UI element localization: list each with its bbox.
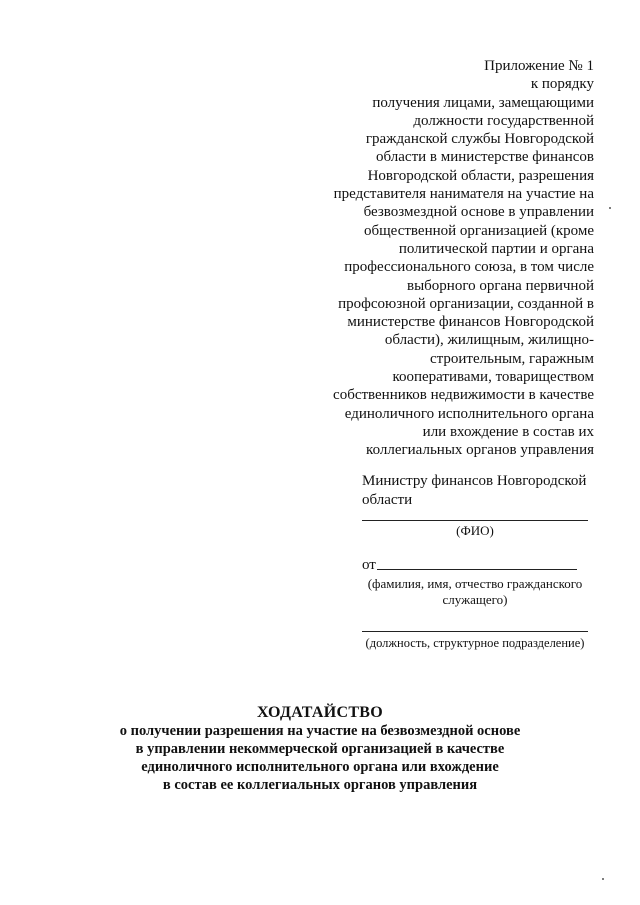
appendix-line: гражданской службы Новгородской <box>365 131 594 148</box>
petition-subtitle-line: о получении разрешения на участие на безвозмездной основе <box>119 723 521 739</box>
position-field <box>362 631 588 651</box>
appendix-line: получения лицами, замещающими <box>372 94 594 111</box>
appendix-line: Новгородской области, разрешения <box>367 167 594 184</box>
appendix-line: безвозмездной основе в управлении <box>363 204 594 221</box>
appendix-line: министерстве финансов Новгородской <box>347 314 594 331</box>
appendix-line: или вхождение в состав их <box>422 423 594 440</box>
appendix-line: представителя нанимателя на участие на <box>333 186 594 203</box>
fio-underline <box>362 520 588 521</box>
appendix-line: выборного органа первичной <box>407 277 594 294</box>
appendix-header <box>294 57 594 460</box>
petition-subtitle-line: в управлении некоммерческой организацией в качестве <box>135 741 505 757</box>
position-caption: (должность, структурное подразделение) <box>365 636 585 650</box>
appendix-line: политической партии и органа <box>398 240 594 257</box>
petition-subtitle-line: единоличного исполнительного органа или вхождение <box>141 759 499 775</box>
scan-speck <box>602 878 604 880</box>
appendix-line: единоличного исполнительного органа <box>344 405 594 422</box>
addressee-line: области <box>362 491 413 508</box>
appendix-line: профессионального союза, в том числе <box>344 259 594 276</box>
appendix-line: должности государственной <box>413 112 594 129</box>
appendix-line: профсоюзной организации, созданной в <box>338 295 594 312</box>
appendix-line: собственников недвижимости в качестве <box>333 387 594 404</box>
from-label: от <box>362 557 376 573</box>
from-caption <box>362 576 588 608</box>
appendix-line: кооперативами, товариществом <box>392 369 594 386</box>
appendix-line: общественной организацией (кроме <box>364 222 594 239</box>
petition-subtitle-line: в состав ее коллегиальных органов управления <box>162 777 478 793</box>
from-caption-line: служащего) <box>442 592 508 607</box>
appendix-line: Приложение № 1 <box>484 58 594 74</box>
from-caption-line: (фамилия, имя, отчество гражданского <box>367 576 583 591</box>
fio-caption: (ФИО) <box>456 523 494 538</box>
appendix-line: области), жилищным, жилищно- <box>384 332 594 349</box>
appendix-line: к порядку <box>530 76 594 93</box>
minister-fio-field <box>362 520 588 539</box>
position-underline <box>362 631 588 632</box>
scan-speck <box>609 207 611 209</box>
from-field <box>362 557 602 608</box>
from-underline <box>377 569 577 570</box>
appendix-line: коллегиальных органов управления <box>366 442 594 459</box>
appendix-line: области в министерстве финансов <box>376 149 594 166</box>
petition-title <box>40 703 600 794</box>
addressee-line: Министру финансов Новгородской <box>362 473 587 489</box>
petition-heading: ХОДАТАЙСТВО <box>256 704 384 721</box>
appendix-line: строительным, гаражным <box>430 350 594 367</box>
addressee <box>362 472 602 509</box>
